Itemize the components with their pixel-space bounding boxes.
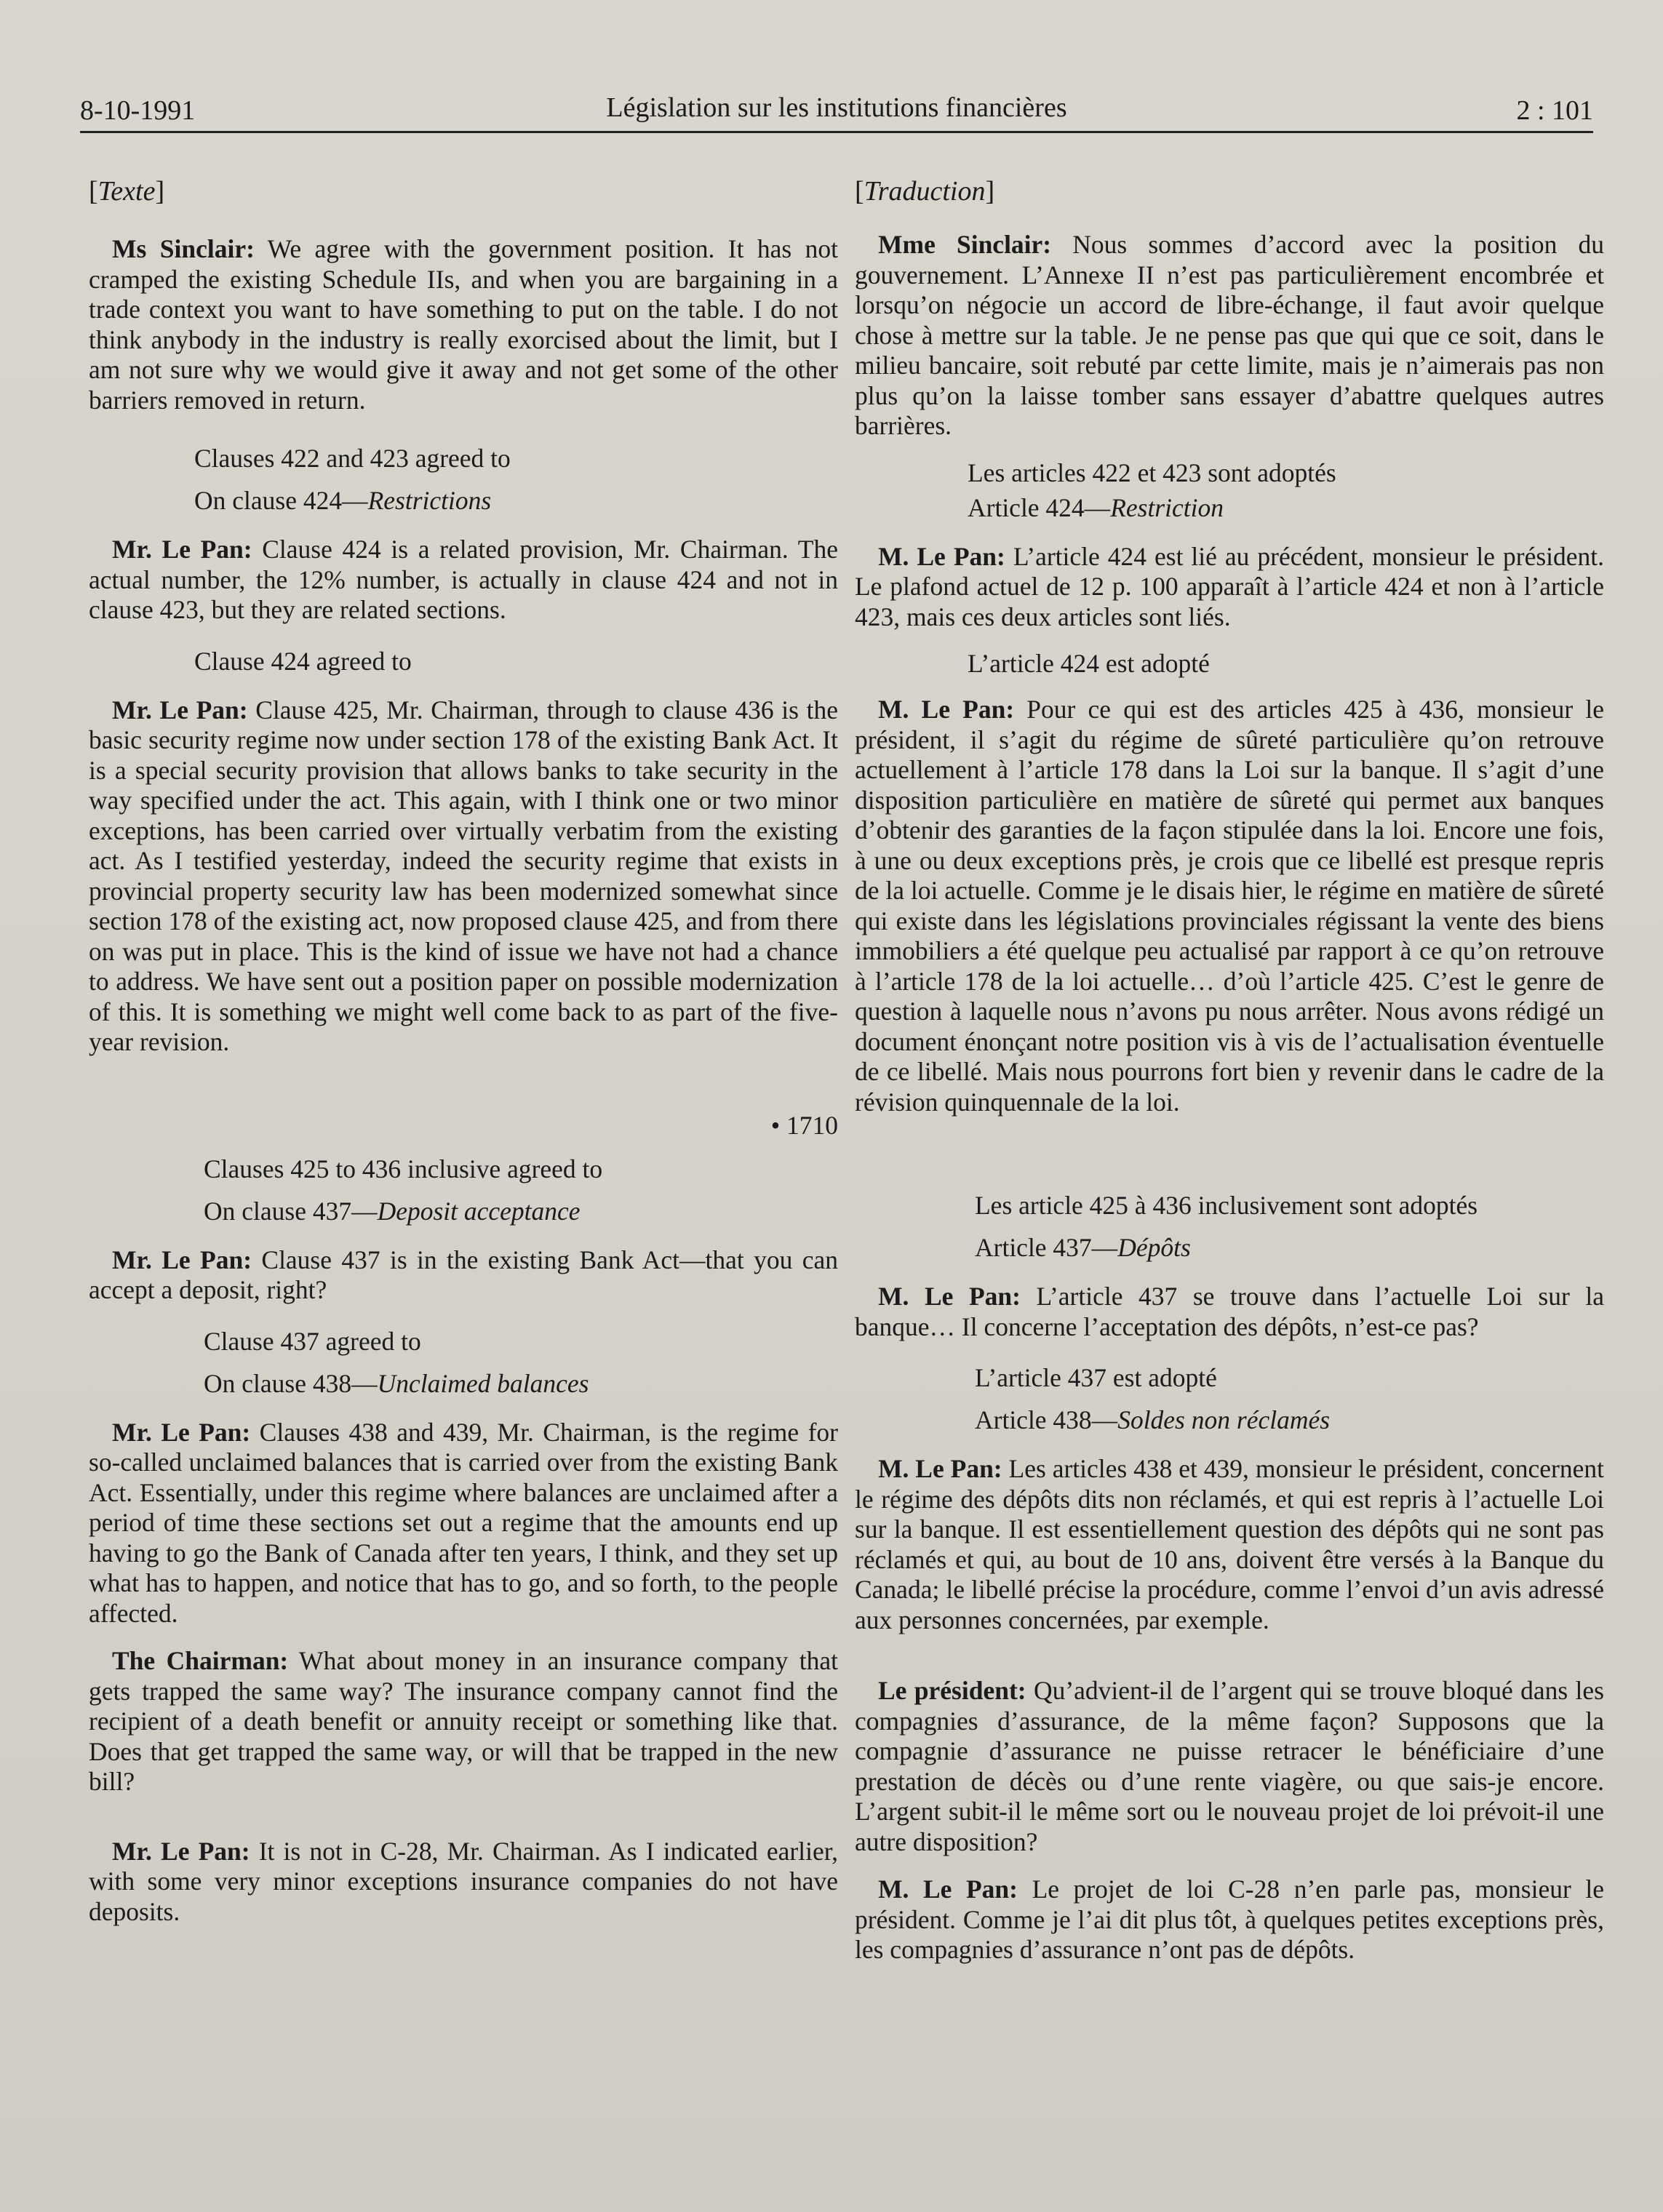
proceeding-note: Les article 425 à 436 inclusivement sont adoptés Article 437—Dépôts <box>975 1191 1478 1262</box>
speech-paragraph: M. Le Pan: Pour ce qui est des articles 425 à 436, monsieur le président, il s’agit du régime de sûreté particulière qu’on retrouve actuellement à l’article 178 dans la Loi sur la banque. Il s’agit d’une disposition particulière en matière de sûreté qui permet aux banques d’obtenir des garanties de la façon stipulée dans la loi. Encore une fois, à une ou deux exceptions près, je crois que ce libellé est presque repris de la loi actuelle. Comme je le disais hier, le régime en matière de sûreté qui existe dans les législations provinciales régissant la vente des biens immobiliers a été quelque peu actualisé par rapport à ce qu’on retrouve à l’article 178 de la loi actuelle… d’où l’article 425. C’est le genre de question à laquelle nous n’avons pu nous arrêter. Nous avons rédigé un document énonçant notre position vis à vis de l’actualisation éventuelle de ce libellé. Mais nous pourrons fort bien y revenir dans le cadre de la révision quinquennale de la loi. <box>855 695 1604 1117</box>
proceeding-note: Clauses 425 to 436 inclusive agreed to On clause 437—Deposit acceptance <box>204 1154 603 1226</box>
speech-paragraph: Mr. Le Pan: It is not in C-28, Mr. Chairman. As I indicated earlier, with some very minor exceptions insurance companies do not have deposits. <box>89 1836 838 1926</box>
french-column <box>855 175 1604 1979</box>
proceeding-note: Clause 424 agreed to <box>194 646 412 676</box>
speech-paragraph: Mr. Le Pan: Clause 437 is in the existing Bank Act—that you can accept a deposit, right? <box>89 1245 838 1304</box>
speaker-name: Mr. Le Pan: <box>112 1417 251 1447</box>
speech-paragraph: Mr. Le Pan: Clause 424 is a related provision, Mr. Chairman. The actual number, the 12% number, is actually in clause 424 and not in clause 423, but they are related sections. <box>89 535 838 624</box>
speech-paragraph: Ms Sinclair: We agree with the government position. It has not cramped the existing Schedule IIs, and when you are bargaining in a trade context you want to have something to put on the table. I do not think anybody in the industry is really exorcised about the limit, but I am not sure why we would give it away and not get some of the other barriers removed in return. <box>89 234 838 415</box>
proceeding-note: Les articles 422 et 423 sont adoptés Article 424—Restriction <box>968 458 1336 522</box>
speaker-name: M. Le Pan: <box>878 541 1005 571</box>
speaker-name: M. Le Pan: <box>878 1454 1002 1483</box>
proceeding-note: Clauses 422 and 423 agreed to On clause 424—Restrictions <box>194 444 511 515</box>
speaker-name: M. Le Pan: <box>878 1874 1018 1904</box>
speaker-name: Mr. Le Pan: <box>112 695 248 724</box>
speech-paragraph: Mr. Le Pan: Clauses 438 and 439, Mr. Chairman, is the regime for so-called unclaimed balances that is carried over from the existing Bank Act. Essentially, under this regime where balances are unclaimed after a period of time these sections set out a regime that the amounts end up having to go the Bank of Canada after ten years, I think, and they set up what has to happen, and notice that has to go, and so forth, to the people affected. <box>89 1417 838 1628</box>
proceeding-note: L’article 424 est adopté <box>968 649 1210 678</box>
speaker-name: M. Le Pan: <box>878 1282 1021 1311</box>
speaker-name: Mr. Le Pan: <box>112 1836 250 1866</box>
speech-paragraph: The Chairman: What about money in an insurance company that gets trapped the same way? The insurance company cannot find the recipient of a death benefit or annuity receipt or something like that. Does that get trapped the same way, or will that be trapped in the new bill? <box>89 1646 838 1796</box>
header-date: 8-10-1991 <box>80 95 196 126</box>
speaker-name: Mme Sinclair: <box>878 230 1052 259</box>
speech-paragraph: Le président: Qu’advient-il de l’argent qui se trouve bloqué dans les compagnies d’assurance, de la même façon? Supposons que la compagnie d’assurance ne puisse retracer le bénéficiaire d’une prestation de décès ou d’une rente viagère, ou que sais-je encore. L’argent subit-il le même sort ou le nouveau projet de loi prévoit-il une autre disposition? <box>855 1676 1604 1856</box>
proceeding-note: L’article 437 est adopté Article 438—Soldes non réclamés <box>975 1363 1331 1434</box>
speech-paragraph: M. Le Pan: L’article 424 est lié au précédent, monsieur le président. Le plafond actuel de 12 p. 100 apparaît à l’article 424 et non à l’article 423, mais ces deux articles sont liés. <box>855 541 1604 631</box>
page-header <box>80 87 1593 133</box>
speaker-name: The Chairman: <box>112 1646 289 1675</box>
header-page-number: 2 : 101 <box>1516 95 1593 126</box>
speech-paragraph: Mme Sinclair: Nous sommes d’accord avec la position du gouvernement. L’Annexe II n’est pas particulièrement encombrée et lorsqu’on négocie un accord de libre-échange, il faut avoir quelque chose à mettre sur la table. Je ne pense pas que qui que ce soit, dans le milieu bancaire, soit rebuté par cette limite, mais je n’aimerais pas non plus qu’on la laisse tomber sans essayer d’abattre quelques autres barrières. <box>855 230 1604 440</box>
timestamp-marker: • 1710 <box>770 1110 838 1140</box>
speaker-name: M. Le Pan: <box>878 695 1015 724</box>
english-column <box>89 175 838 1940</box>
speech-paragraph: M. Le Pan: L’article 437 se trouve dans l’actuelle Loi sur la banque… Il concerne l’acceptation des dépôts, n’est-ce pas? <box>855 1282 1604 1341</box>
header-title: Législation sur les institutions financières <box>606 92 1067 123</box>
speech-paragraph: Mr. Le Pan: Clause 425, Mr. Chairman, through to clause 436 is the basic security regime now under section 178 of the existing Bank Act. It is a special security provision that allows banks to take security in the way specified under the act. This again, with I think one or two minor exceptions, has been carried over virtually verbatim from the existing act. As I testified yesterday, indeed the security regime that exists in provincial property security law has been modernized somewhat since section 178 of the existing act, now proposed clause 425, and from there on was put in place. This is the kind of issue we have not had a chance to address. We have sent out a position paper on possible modernization of this. It is something we might well come back to as part of the five-year revision. <box>89 695 838 1056</box>
speaker-name: Mr. Le Pan: <box>112 1245 252 1274</box>
speech-paragraph: M. Le Pan: Les articles 438 et 439, monsieur le président, concernent le régime des dépôts dits non réclamés, et qui est repris à l’actuelle Loi sur la banque. Il est essentiellement question des dépôts qui ne sont pas réclamés et qui, au bout de 10 ans, doivent être versés à la Banque du Canada; le libellé précise la procédure, comme l’envoi d’un avis adressé aux personnes concernées, par exemple. <box>855 1454 1604 1634</box>
speaker-name: Mr. Le Pan: <box>112 535 252 564</box>
speech-paragraph: M. Le Pan: Le projet de loi C-28 n’en parle pas, monsieur le président. Comme je l’ai dit plus tôt, à quelques petites exceptions près, les compagnies d’assurance n’ont pas de dépôts. <box>855 1874 1604 1964</box>
speaker-name: Le président: <box>878 1676 1026 1705</box>
speaker-name: Ms Sinclair: <box>112 234 255 263</box>
column-tag: [Traduction] <box>855 176 995 207</box>
proceeding-note: Clause 437 agreed to On clause 438—Unclaimed balances <box>204 1326 589 1398</box>
column-tag: [Texte] <box>89 176 165 207</box>
